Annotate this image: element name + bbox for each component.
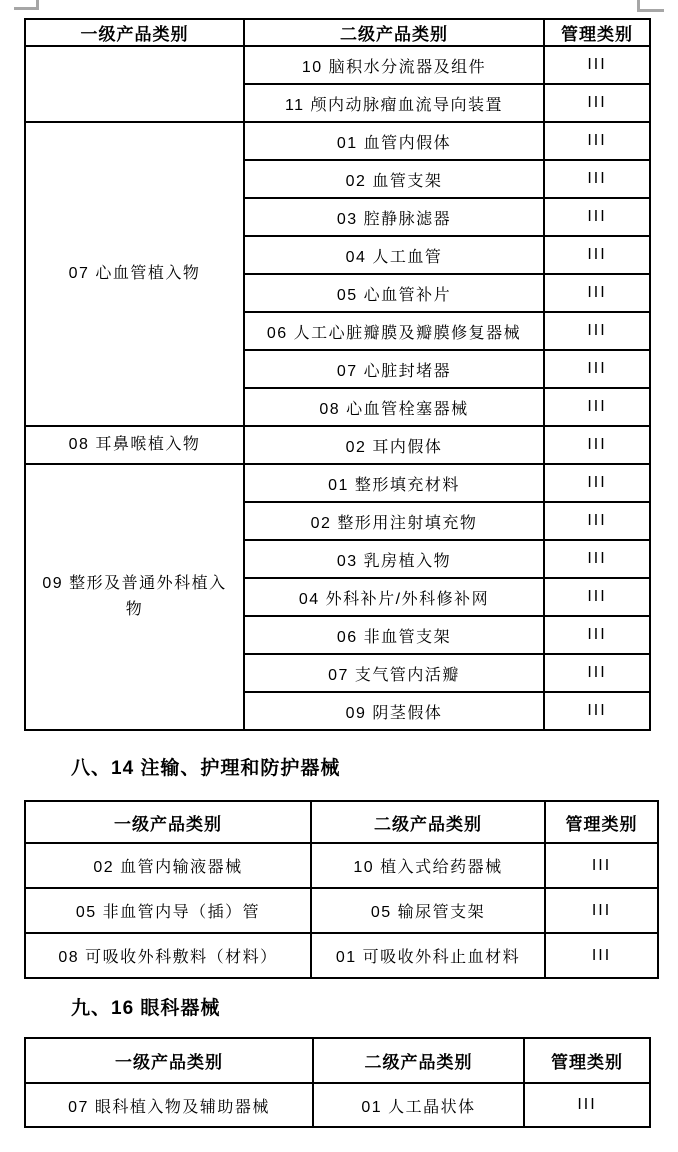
class-cell: III <box>544 122 650 160</box>
secondary-category-cell: 02 血管支架 <box>244 160 544 198</box>
class-cell: III <box>544 84 650 122</box>
secondary-category-cell: 07 支气管内活瓣 <box>244 654 544 692</box>
class-cell: III <box>544 464 650 502</box>
header-management-class: 管理类别 <box>545 801 658 843</box>
infusion-nursing-protection-table <box>24 800 659 979</box>
secondary-category-cell: 06 非血管支架 <box>244 616 544 654</box>
header-secondary-category: 二级产品类别 <box>244 19 544 46</box>
secondary-category-cell: 10 脑积水分流器及组件 <box>244 46 544 84</box>
primary-category-cell: 02 血管内输液器械 <box>25 843 311 888</box>
class-cell: III <box>524 1083 650 1127</box>
class-cell: III <box>545 843 658 888</box>
secondary-category-cell: 02 耳内假体 <box>244 426 544 464</box>
class-cell: III <box>544 388 650 426</box>
class-cell: III <box>544 540 650 578</box>
class-cell: III <box>544 312 650 350</box>
primary-category-cell: 05 非血管内导（插）管 <box>25 888 311 933</box>
secondary-category-cell: 09 阴茎假体 <box>244 692 544 730</box>
page-margin-mark-top-left <box>14 0 39 10</box>
header-primary-category: 一级产品类别 <box>25 801 311 843</box>
secondary-category-cell: 02 整形用注射填充物 <box>244 502 544 540</box>
primary-category-cell: 09 整形及普通外科植入物 <box>25 464 244 730</box>
secondary-category-cell: 01 血管内假体 <box>244 122 544 160</box>
primary-category-cell <box>25 46 244 122</box>
secondary-category-cell: 01 整形填充材料 <box>244 464 544 502</box>
secondary-category-cell: 04 外科补片/外科修补网 <box>244 578 544 616</box>
class-cell: III <box>544 692 650 730</box>
class-cell: III <box>544 578 650 616</box>
class-cell: III <box>544 502 650 540</box>
secondary-category-cell: 05 心血管补片 <box>244 274 544 312</box>
header-secondary-category: 二级产品类别 <box>313 1038 524 1083</box>
secondary-category-cell: 01 人工晶状体 <box>313 1083 524 1127</box>
section-9-heading: 九、16 眼科器械 <box>71 998 221 1019</box>
primary-category-cell: 08 耳鼻喉植入物 <box>25 426 244 464</box>
implants-classification-table <box>24 18 651 731</box>
header-secondary-category: 二级产品类别 <box>311 801 545 843</box>
class-cell: III <box>544 46 650 84</box>
secondary-category-cell: 04 人工血管 <box>244 236 544 274</box>
secondary-category-cell: 10 植入式给药器械 <box>311 843 545 888</box>
class-cell: III <box>545 933 658 978</box>
secondary-category-cell: 07 心脏封堵器 <box>244 350 544 388</box>
header-management-class: 管理类别 <box>524 1038 650 1083</box>
class-cell: III <box>544 274 650 312</box>
class-cell: III <box>544 236 650 274</box>
secondary-category-cell: 03 乳房植入物 <box>244 540 544 578</box>
class-cell: III <box>544 616 650 654</box>
header-management-class: 管理类别 <box>544 19 650 46</box>
class-cell: III <box>544 160 650 198</box>
class-cell: III <box>545 888 658 933</box>
class-cell: III <box>544 198 650 236</box>
class-cell: III <box>544 654 650 692</box>
ophthalmic-devices-table <box>24 1037 651 1128</box>
secondary-category-cell: 08 心血管栓塞器械 <box>244 388 544 426</box>
primary-category-cell: 08 可吸收外科敷料（材料） <box>25 933 311 978</box>
header-primary-category: 一级产品类别 <box>25 1038 313 1083</box>
header-primary-category: 一级产品类别 <box>25 19 244 46</box>
page-margin-mark-top-right <box>637 0 664 12</box>
primary-category-cell: 07 眼科植入物及辅助器械 <box>25 1083 313 1127</box>
secondary-category-cell: 11 颅内动脉瘤血流导向装置 <box>244 84 544 122</box>
class-cell: III <box>544 426 650 464</box>
secondary-category-cell: 06 人工心脏瓣膜及瓣膜修复器械 <box>244 312 544 350</box>
secondary-category-cell: 03 腔静脉滤器 <box>244 198 544 236</box>
secondary-category-cell: 01 可吸收外科止血材料 <box>311 933 545 978</box>
primary-category-cell: 07 心血管植入物 <box>25 122 244 426</box>
secondary-category-cell: 05 输尿管支架 <box>311 888 545 933</box>
section-8-heading: 八、14 注输、护理和防护器械 <box>71 758 341 779</box>
class-cell: III <box>544 350 650 388</box>
